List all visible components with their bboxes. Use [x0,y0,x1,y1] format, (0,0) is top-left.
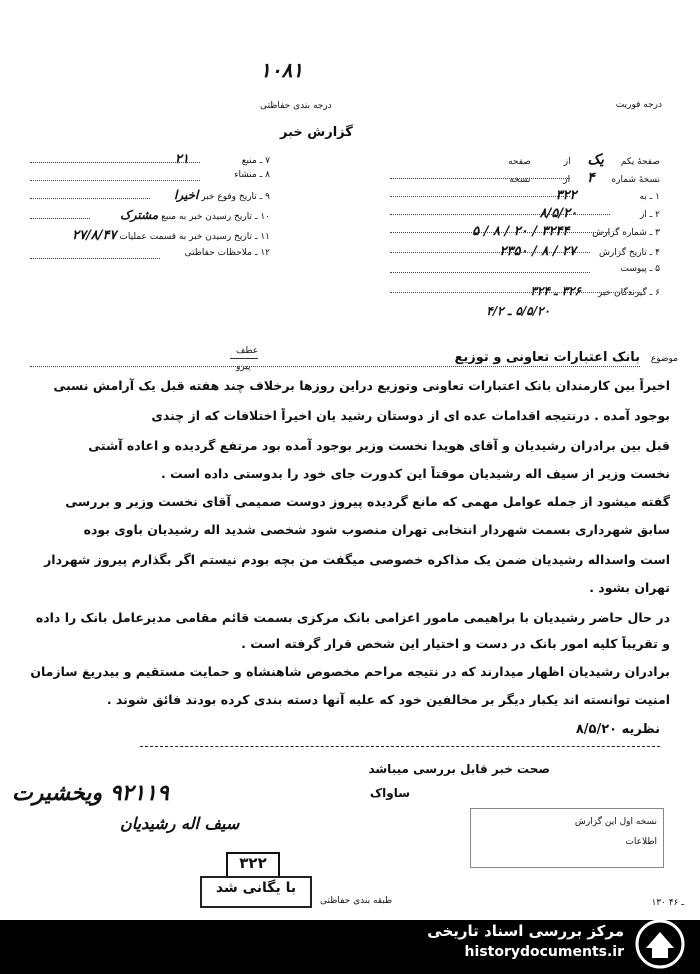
form-label: ۳ ـ شماره گزارش [592,228,660,238]
body-line: بوجود آمده . درنتیجه اقدامات عده ای از دوستان رشید یان اخیراً اختلافات که از چندی [151,408,670,423]
form-value: یک [587,152,604,168]
form-row [621,264,660,274]
form-value: ۳۲۶ ـ ۳۲۴ [530,284,581,298]
handwritten-note: ۹۲۱۱۹ ویخشیرت [12,780,169,806]
handwritten-name: سیف اله رشیدیان [120,814,240,833]
reference-label: عطف [236,346,259,356]
priority-label: درجه فوریت [615,100,662,110]
form-row [30,208,270,222]
copy-stamp-line: اطلاعات [625,837,657,847]
form-row [20,228,270,243]
subject-line [30,366,640,367]
form-dotted-line [390,214,610,215]
archive-stamp: با یگانی شد [200,876,312,908]
form-dotted-line [30,180,200,181]
subject-value: بانک اعتبارات تعاونی و توزیع [454,350,640,365]
form-mid: از [563,157,571,167]
body-line: اخیراً بین کارمندان بانک اعتبارات تعاونی وتوزیع دراین روزها برخلاف چند هفته قبل یک آرامش نسبی [53,378,670,393]
agency-name: ساواک [369,786,410,800]
form-dotted-line [30,162,200,163]
footer-classification: طبقه بندی حفاظتی [320,896,393,906]
body-line: برادران رشیدیان اظهار میدارند که در نتیجه مراحم مخصوص شاهنشاه و حمایت مستقیم و بیدریغ سازمان [30,664,670,679]
form-value: ۵/۵/۲۰ ـ ۴/۲ [486,304,550,318]
form-dotted-line [30,198,150,199]
form-row [486,304,660,318]
form-dotted-line [30,218,90,219]
form-label: نسخهٔ شماره [611,175,660,185]
form-value: ۴ [587,170,595,186]
form-value: ۲۷ / ۸ / ۲۳۵۰ [499,244,577,259]
form-label: ۱۱ ـ تاریخ رسیدن خبر به قسمت عملیات [119,232,270,242]
form-value: ۸/۵/۲۰ [539,206,578,221]
archive-url[interactable]: historydocuments.ir [464,944,624,960]
archive-brand: مرکز بررسی اسناد تاریخی [427,922,624,940]
form-label: ۶ ـ گیرندگان خبر [597,288,660,298]
form-row [30,152,270,167]
handwritten-mark: ۱۰۸۱ [260,58,303,82]
form-end: نسخه [509,175,531,185]
form-value: ۳۲۴۴ / ۲۰ / ۸ / ۵ [472,224,570,239]
body-line: در حال حاضر رشیدیان با براهیمی مامور اعزامی بانک مرکزی بسمت قائم مقامی مدیرعامل بانک را داده [35,610,670,625]
separator-line [140,746,660,747]
body-line: نخست وزیر از سیف اله رشیدیان موقتاً این کدورت جای خود را بدوستی داده است . [160,466,670,481]
body-line: و تقریباً کلیه امور بانک در دست و اختیار این شخص قرار گرفته است . [241,636,670,651]
followup-label: پیرو [236,362,251,372]
form-value: ۲۱ [174,152,189,167]
body-line: امنیت توانسته اند یکبار دیگر بر مخالفین خود که علیه آنها دسته بندی کرده بودند فائق شوند . [106,692,670,707]
form-label: ۵ ـ پیوست [620,264,660,274]
form-label: ۸ ـ منشاء [234,170,270,180]
form-label: ۱ ـ به [639,192,660,202]
archive-logo-icon [634,918,686,974]
body-line: قبل بین برادران رشیدیان و آقای هویدا نخست وزیر بوجود آمده بود مرتفع گردیده و اعاده آشتی [88,438,670,453]
classification-label: درجه بندی حفاظتی [260,101,332,111]
form-end: صفحه [508,157,531,167]
body-line: است واسداله رشیدیان ضمن یک مذاکره خصوصی میگفت من بچه بودم نیستم اگر بگذارم پیروز شهردار [44,552,670,567]
form-dotted-line [390,196,570,197]
assessment-line: نظریه ۸/۵/۲۰ [575,722,660,737]
form-label: صفحهٔ یکم [620,157,660,167]
form-row [30,248,270,258]
form-label: ۱۲ ـ ملاحظات حفاظتی [184,248,270,258]
reference-divider [230,358,258,359]
form-label: ۱۰ ـ تاریخ رسیدن خبر به منبع [161,212,270,222]
document-title: گزارش خبر [280,125,353,140]
document-code: ۱۳۰ ـ ۴۶ [651,898,684,908]
form-dotted-line [390,232,610,233]
form-dotted-line [390,178,570,179]
copy-stamp-line: نسخه اول این گزارش [574,817,657,827]
form-row [30,188,270,202]
form-value: مشترک [120,208,159,222]
form-row [30,170,270,180]
form-label: ۷ ـ منبع [241,156,270,166]
form-dotted-line [390,272,590,273]
form-dotted-line [390,292,640,293]
form-label: ۲ ـ از [639,210,660,220]
body-line: تهران بشود . [589,580,670,595]
form-value: ۳۲۲ [555,188,577,203]
copy-stamp [470,808,664,868]
form-row [508,152,660,168]
form-dotted-line [30,258,160,259]
body-line: گفته میشود از جمله عوامل مهمی که مانع گردیده پیروز دوست صمیمی آقای نخست وزیر و بررسی [65,494,670,509]
form-dotted-line [390,252,590,253]
form-row [556,188,660,203]
form-value: اخیرا [174,188,199,202]
form-row [530,284,660,298]
body-line: سابق شهرداری بسمت شهردار انتخابی تهران منصوب شود شخصی شدید اله رشیدیان باوی بوده [83,522,670,537]
form-value: ۲۷/۸/۴۷ [72,228,117,243]
form-mid: از [563,175,571,185]
form-label: ۴ ـ تاریخ گزارش [598,248,660,258]
verification-text: صحت خبر قابل بررسی میباشد [368,762,550,776]
form-label: ۹ ـ تاریخ وقوع خبر [201,192,270,202]
subject-label: موضوع [650,354,678,364]
archive-number-box: ۳۲۲ [226,852,280,878]
